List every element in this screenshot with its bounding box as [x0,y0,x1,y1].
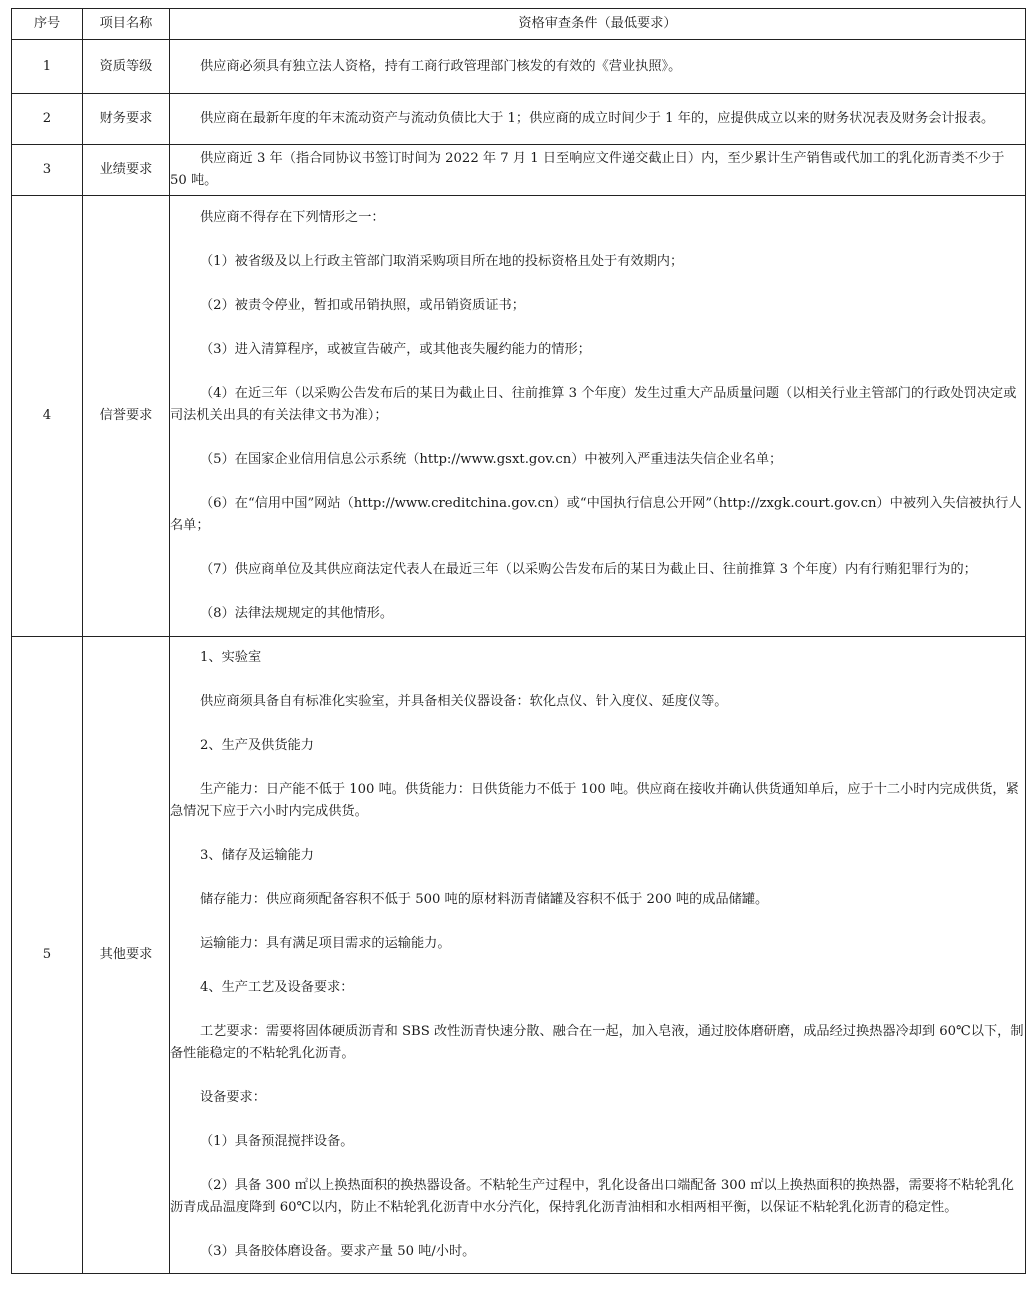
requirement-text: 3、储存及运输能力 [200,848,314,863]
requirement-text: 设备要求： [200,1090,266,1105]
requirement-text: 供应商须具备自有标准化实验室，并具备相关仪器设备：软化点仪、针入度仪、延度仪等。 [200,694,728,709]
requirement-text: （3）具备胶体磨设备。要求产量 50 吨/小时。 [200,1244,476,1259]
requirement-text: 工艺要求：需要将固体硬质沥青和 SBS 改性沥青快速分散、融合在一起，加入皂液，通过胶体磨研磨，成品经过换热器冷却到 60℃以下，制备性能稳定的不粘轮乳化沥青。 [170,1024,1024,1061]
requirement-text: 供应商在最新年度的年末流动资产与流动负债比大于 1；供应商的成立时间少于 1 年的，应提供成立以来的财务状况表及财务会计报表。 [200,111,995,126]
requirement-text: 1、实验室 [200,650,262,665]
requirement-text: （5）在国家企业信用信息公示系统（http://www.gsxt.gov.cn）中被列入严重违法失信企业名单； [200,452,783,467]
table-row [12,196,1026,637]
requirement-text: （2）具备 300 ㎡以上换热面积的换热器设备。不粘轮生产过程中，乳化设备出口端配备 300 ㎡以上换热面积的换热器，需要将不粘轮乳化沥青成品温度降到 60℃以内，防止不粘轮乳化沥青中水分汽化，保持乳化沥青油相和水相两相平衡，以保证不粘轮乳化沥青的稳定性。 [170,1178,1014,1215]
requirement-text: 运输能力：具有满足项目需求的运输能力。 [200,936,451,951]
row-item-name: 财务要求 [83,94,170,145]
requirement-text: （6）在“信用中国”网站（http://www.creditchina.gov.cn）或“中国执行信息公开网”（http://zxgk.court.gov.cn）中被列入失信被执行人名单； [170,496,1022,533]
requirement-text: （7）供应商单位及其供应商法定代表人在最近三年（以采购公告发布后的某日为截止日、往前推算 3 个年度）内有行贿犯罪行为的； [200,562,977,577]
row-item-name: 业绩要求 [83,145,170,196]
requirement-text: （4）在近三年（以采购公告发布后的某日为截止日、往前推算 3 个年度）发生过重大产品质量问题（以相关行业主管部门的行政处罚决定或司法机关出具的有关法律文书为准）； [170,386,1017,423]
row-requirement [170,145,1026,196]
requirement-text: （8）法律法规规定的其他情形。 [200,606,394,621]
qualification-table [11,8,1026,1274]
requirement-text: 供应商必须具有独立法人资格，持有工商行政管理部门核发的有效的《营业执照》。 [200,58,682,74]
row-requirement [170,40,1026,94]
row-item-name: 资质等级 [83,40,170,94]
row-number: 3 [12,145,83,196]
row-requirement [170,196,1026,637]
requirement-text: 储存能力：供应商须配备容积不低于 500 吨的原材料沥青储罐及容积不低于 200 吨的成品储罐。 [200,892,769,907]
requirement-text: （2）被责令停业，暂扣或吊销执照，或吊销资质证书； [200,298,525,313]
requirement-text: 供应商近 3 年（指合同协议书签订时间为 2022 年 7 月 1 日至响应文件递交截止日）内，至少累计生产销售或代加工的乳化沥青类不少于 50 吨。 [170,151,1005,188]
requirement-text: 4、生产工艺及设备要求： [200,980,354,995]
header-row [12,9,1026,40]
requirement-text: 供应商不得存在下列情形之一： [200,210,385,225]
table-row [12,637,1026,1274]
row-number: 2 [12,94,83,145]
table-row [12,40,1026,94]
row-item-name: 信誉要求 [83,196,170,637]
requirement-text: （3）进入清算程序，或被宣告破产，或其他丧失履约能力的情形； [200,342,591,357]
table-row [12,145,1026,196]
row-requirement [170,94,1026,145]
requirement-text: （1）具备预混搅拌设备。 [200,1134,354,1149]
requirement-text: 生产能力：日产能不低于 100 吨。供货能力：日供货能力不低于 100 吨。供应商在接收并确认供货通知单后，应于十二小时内完成供货，紧急情况下应于六小时内完成供货。 [170,782,1019,819]
header-name: 项目名称 [83,9,170,40]
table-row [12,94,1026,145]
requirement-text: 2、生产及供货能力 [200,738,314,753]
row-number: 1 [12,40,83,94]
row-requirement [170,637,1026,1274]
row-item-name: 其他要求 [83,637,170,1274]
header-no: 序号 [12,9,83,40]
row-number: 4 [12,196,83,637]
header-requirement: 资格审查条件（最低要求） [170,9,1026,40]
row-number: 5 [12,637,83,1274]
requirement-text: （1）被省级及以上行政主管部门取消采购项目所在地的投标资格且处于有效期内； [200,254,684,269]
